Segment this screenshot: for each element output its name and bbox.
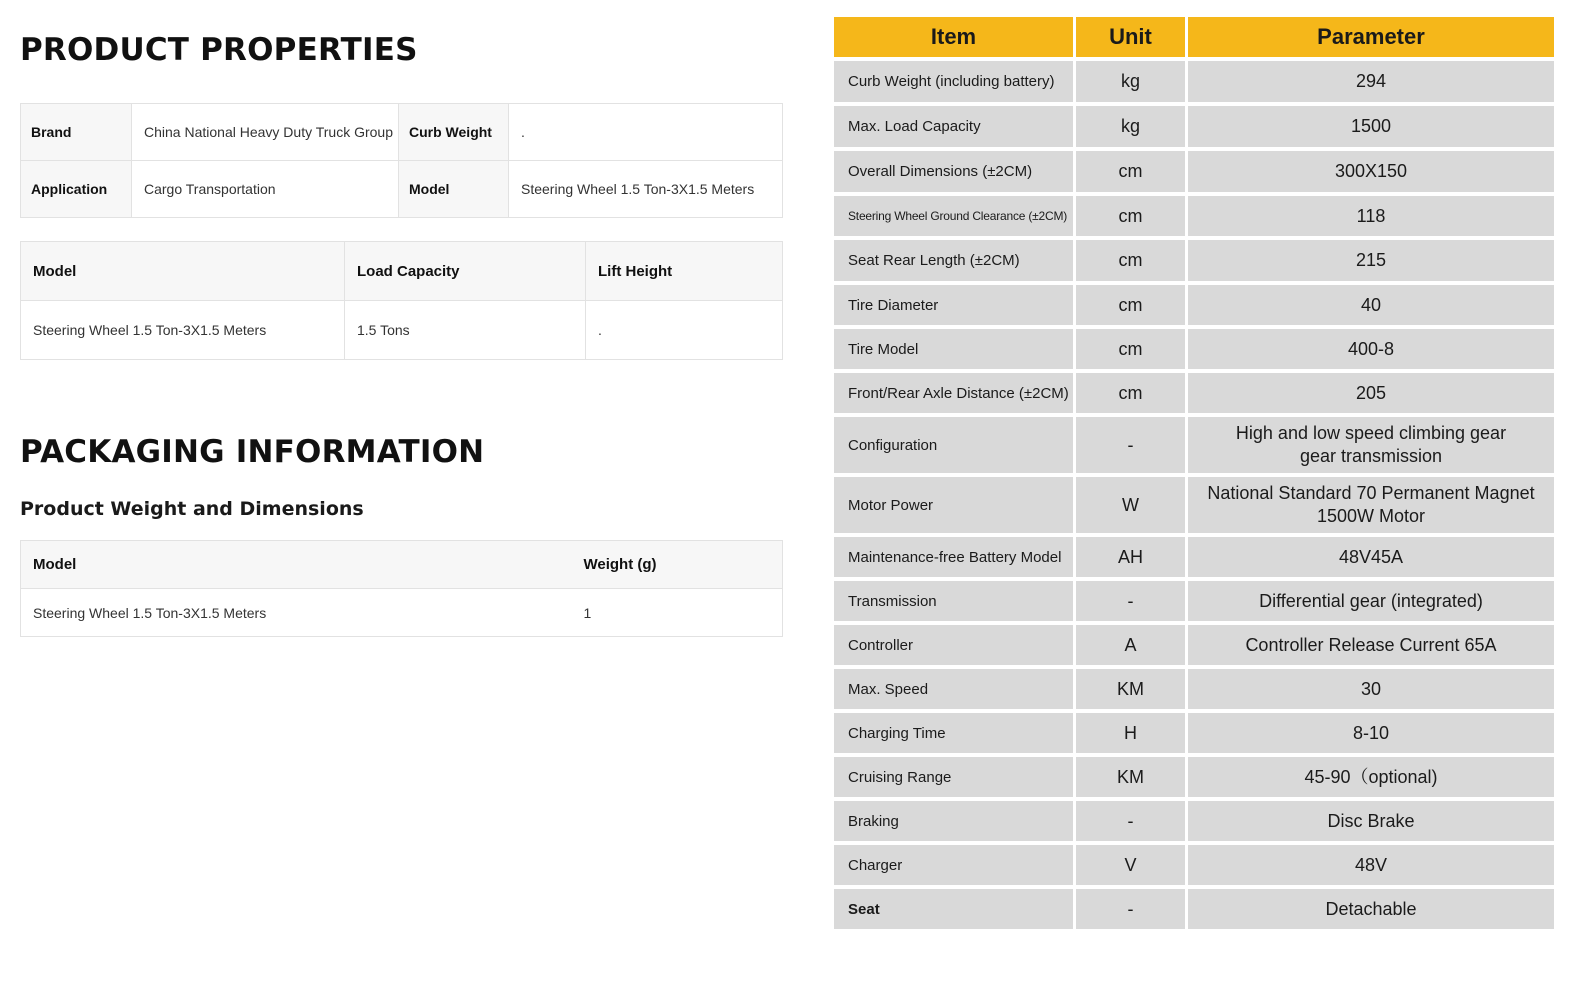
spec-param: Differential gear (integrated) bbox=[1188, 581, 1554, 621]
spec-item: Cruising Range bbox=[834, 757, 1073, 797]
model-label: Model bbox=[399, 161, 509, 218]
spec-item: Front/Rear Axle Distance (±2CM) bbox=[834, 373, 1073, 413]
application-label: Application bbox=[21, 161, 132, 218]
model-capacity-table bbox=[20, 241, 783, 360]
spec-unit: cm bbox=[1076, 240, 1185, 281]
brand-label: Brand bbox=[21, 104, 132, 161]
spec-param: 205 bbox=[1188, 373, 1554, 413]
spec-param: 48V45A bbox=[1188, 537, 1554, 577]
spec-item: Tire Diameter bbox=[834, 285, 1073, 325]
spec-header-item: Item bbox=[834, 17, 1073, 57]
spec-param: 215 bbox=[1188, 240, 1554, 281]
spec-item: Tire Model bbox=[834, 329, 1073, 369]
spec-grid bbox=[834, 17, 1552, 929]
lift-height-cell: . bbox=[586, 301, 783, 360]
spec-item: Braking bbox=[834, 801, 1073, 841]
spec-param bbox=[1188, 477, 1554, 533]
col-header-weight: Weight (g) bbox=[572, 541, 783, 589]
spec-param: 45-90（optional) bbox=[1188, 757, 1554, 797]
spec-unit: kg bbox=[1076, 61, 1185, 102]
spec-item: Seat Rear Length (±2CM) bbox=[834, 240, 1073, 281]
col-header-model: Model bbox=[21, 242, 345, 301]
col-header-lift-height: Lift Height bbox=[586, 242, 783, 301]
weight-dimensions-subheading: Product Weight and Dimensions bbox=[20, 498, 364, 520]
brand-value: China National Heavy Duty Truck Group bbox=[132, 104, 399, 161]
col-header-model: Model bbox=[21, 541, 572, 589]
spec-param: 48V bbox=[1188, 845, 1554, 885]
spec-unit: W bbox=[1076, 477, 1185, 533]
spec-unit: - bbox=[1076, 417, 1185, 473]
weight-cell: 1 bbox=[572, 589, 783, 637]
spec-item: Max. Load Capacity bbox=[834, 106, 1073, 147]
spec-unit: - bbox=[1076, 801, 1185, 841]
load-capacity-cell: 1.5 Tons bbox=[345, 301, 586, 360]
spec-unit: - bbox=[1076, 889, 1185, 929]
spec-item: Maintenance-free Battery Model bbox=[834, 537, 1073, 577]
table-header-row bbox=[21, 242, 783, 301]
spec-item: Max. Speed bbox=[834, 669, 1073, 709]
spec-header-parameter: Parameter bbox=[1188, 17, 1554, 57]
spec-param: 118 bbox=[1188, 196, 1554, 236]
spec-item: Overall Dimensions (±2CM) bbox=[834, 151, 1073, 192]
spec-unit: cm bbox=[1076, 329, 1185, 369]
table-header-row bbox=[21, 541, 783, 589]
spec-table bbox=[834, 17, 1552, 929]
spec-param-line: 1500W Motor bbox=[1316, 506, 1426, 526]
spec-param-line: High and low speed climbing gear bbox=[1235, 423, 1507, 443]
spec-item: Controller bbox=[834, 625, 1073, 665]
product-properties-heading: PRODUCT PROPERTIES bbox=[20, 32, 418, 68]
spec-param: 294 bbox=[1188, 61, 1554, 102]
model-cell: Steering Wheel 1.5 Ton-3X1.5 Meters bbox=[21, 589, 572, 637]
spec-unit: kg bbox=[1076, 106, 1185, 147]
spec-unit: cm bbox=[1076, 373, 1185, 413]
product-properties-table bbox=[20, 103, 783, 218]
spec-item: Charging Time bbox=[834, 713, 1073, 753]
spec-param: 8-10 bbox=[1188, 713, 1554, 753]
spec-param-line: National Standard 70 Permanent Magnet bbox=[1207, 483, 1535, 503]
spec-param-line: gear transmission bbox=[1299, 446, 1443, 466]
spec-param: 400-8 bbox=[1188, 329, 1554, 369]
spec-param: Detachable bbox=[1188, 889, 1554, 929]
spec-unit: KM bbox=[1076, 669, 1185, 709]
spec-unit: - bbox=[1076, 581, 1185, 621]
spec-item: Charger bbox=[834, 845, 1073, 885]
table-row bbox=[21, 161, 783, 218]
packaging-information-heading: PACKAGING INFORMATION bbox=[20, 434, 485, 470]
spec-param: 300X150 bbox=[1188, 151, 1554, 192]
spec-param: Disc Brake bbox=[1188, 801, 1554, 841]
spec-item: Steering Wheel Ground Clearance (±2CM) bbox=[834, 196, 1073, 236]
spec-unit: V bbox=[1076, 845, 1185, 885]
col-header-load-capacity: Load Capacity bbox=[345, 242, 586, 301]
table-row bbox=[21, 104, 783, 161]
spec-unit: AH bbox=[1076, 537, 1185, 577]
model-value: Steering Wheel 1.5 Ton-3X1.5 Meters bbox=[509, 161, 783, 218]
spec-param: 30 bbox=[1188, 669, 1554, 709]
application-value: Cargo Transportation bbox=[132, 161, 399, 218]
table-row bbox=[21, 301, 783, 360]
spec-param: Controller Release Current 65A bbox=[1188, 625, 1554, 665]
spec-unit: H bbox=[1076, 713, 1185, 753]
model-cell: Steering Wheel 1.5 Ton-3X1.5 Meters bbox=[21, 301, 345, 360]
curb-weight-value: . bbox=[509, 104, 783, 161]
spec-unit: cm bbox=[1076, 196, 1185, 236]
spec-unit: cm bbox=[1076, 285, 1185, 325]
spec-param: 1500 bbox=[1188, 106, 1554, 147]
spec-item: Curb Weight (including battery) bbox=[834, 61, 1073, 102]
curb-weight-label: Curb Weight bbox=[399, 104, 509, 161]
spec-unit: A bbox=[1076, 625, 1185, 665]
weight-table bbox=[20, 540, 783, 637]
spec-item: Configuration bbox=[834, 417, 1073, 473]
spec-item: Motor Power bbox=[834, 477, 1073, 533]
table-row bbox=[21, 589, 783, 637]
spec-header-unit: Unit bbox=[1076, 17, 1185, 57]
spec-item: Transmission bbox=[834, 581, 1073, 621]
spec-param: 40 bbox=[1188, 285, 1554, 325]
spec-unit: cm bbox=[1076, 151, 1185, 192]
spec-item: Seat bbox=[834, 889, 1073, 929]
spec-param bbox=[1188, 417, 1554, 473]
spec-unit: KM bbox=[1076, 757, 1185, 797]
